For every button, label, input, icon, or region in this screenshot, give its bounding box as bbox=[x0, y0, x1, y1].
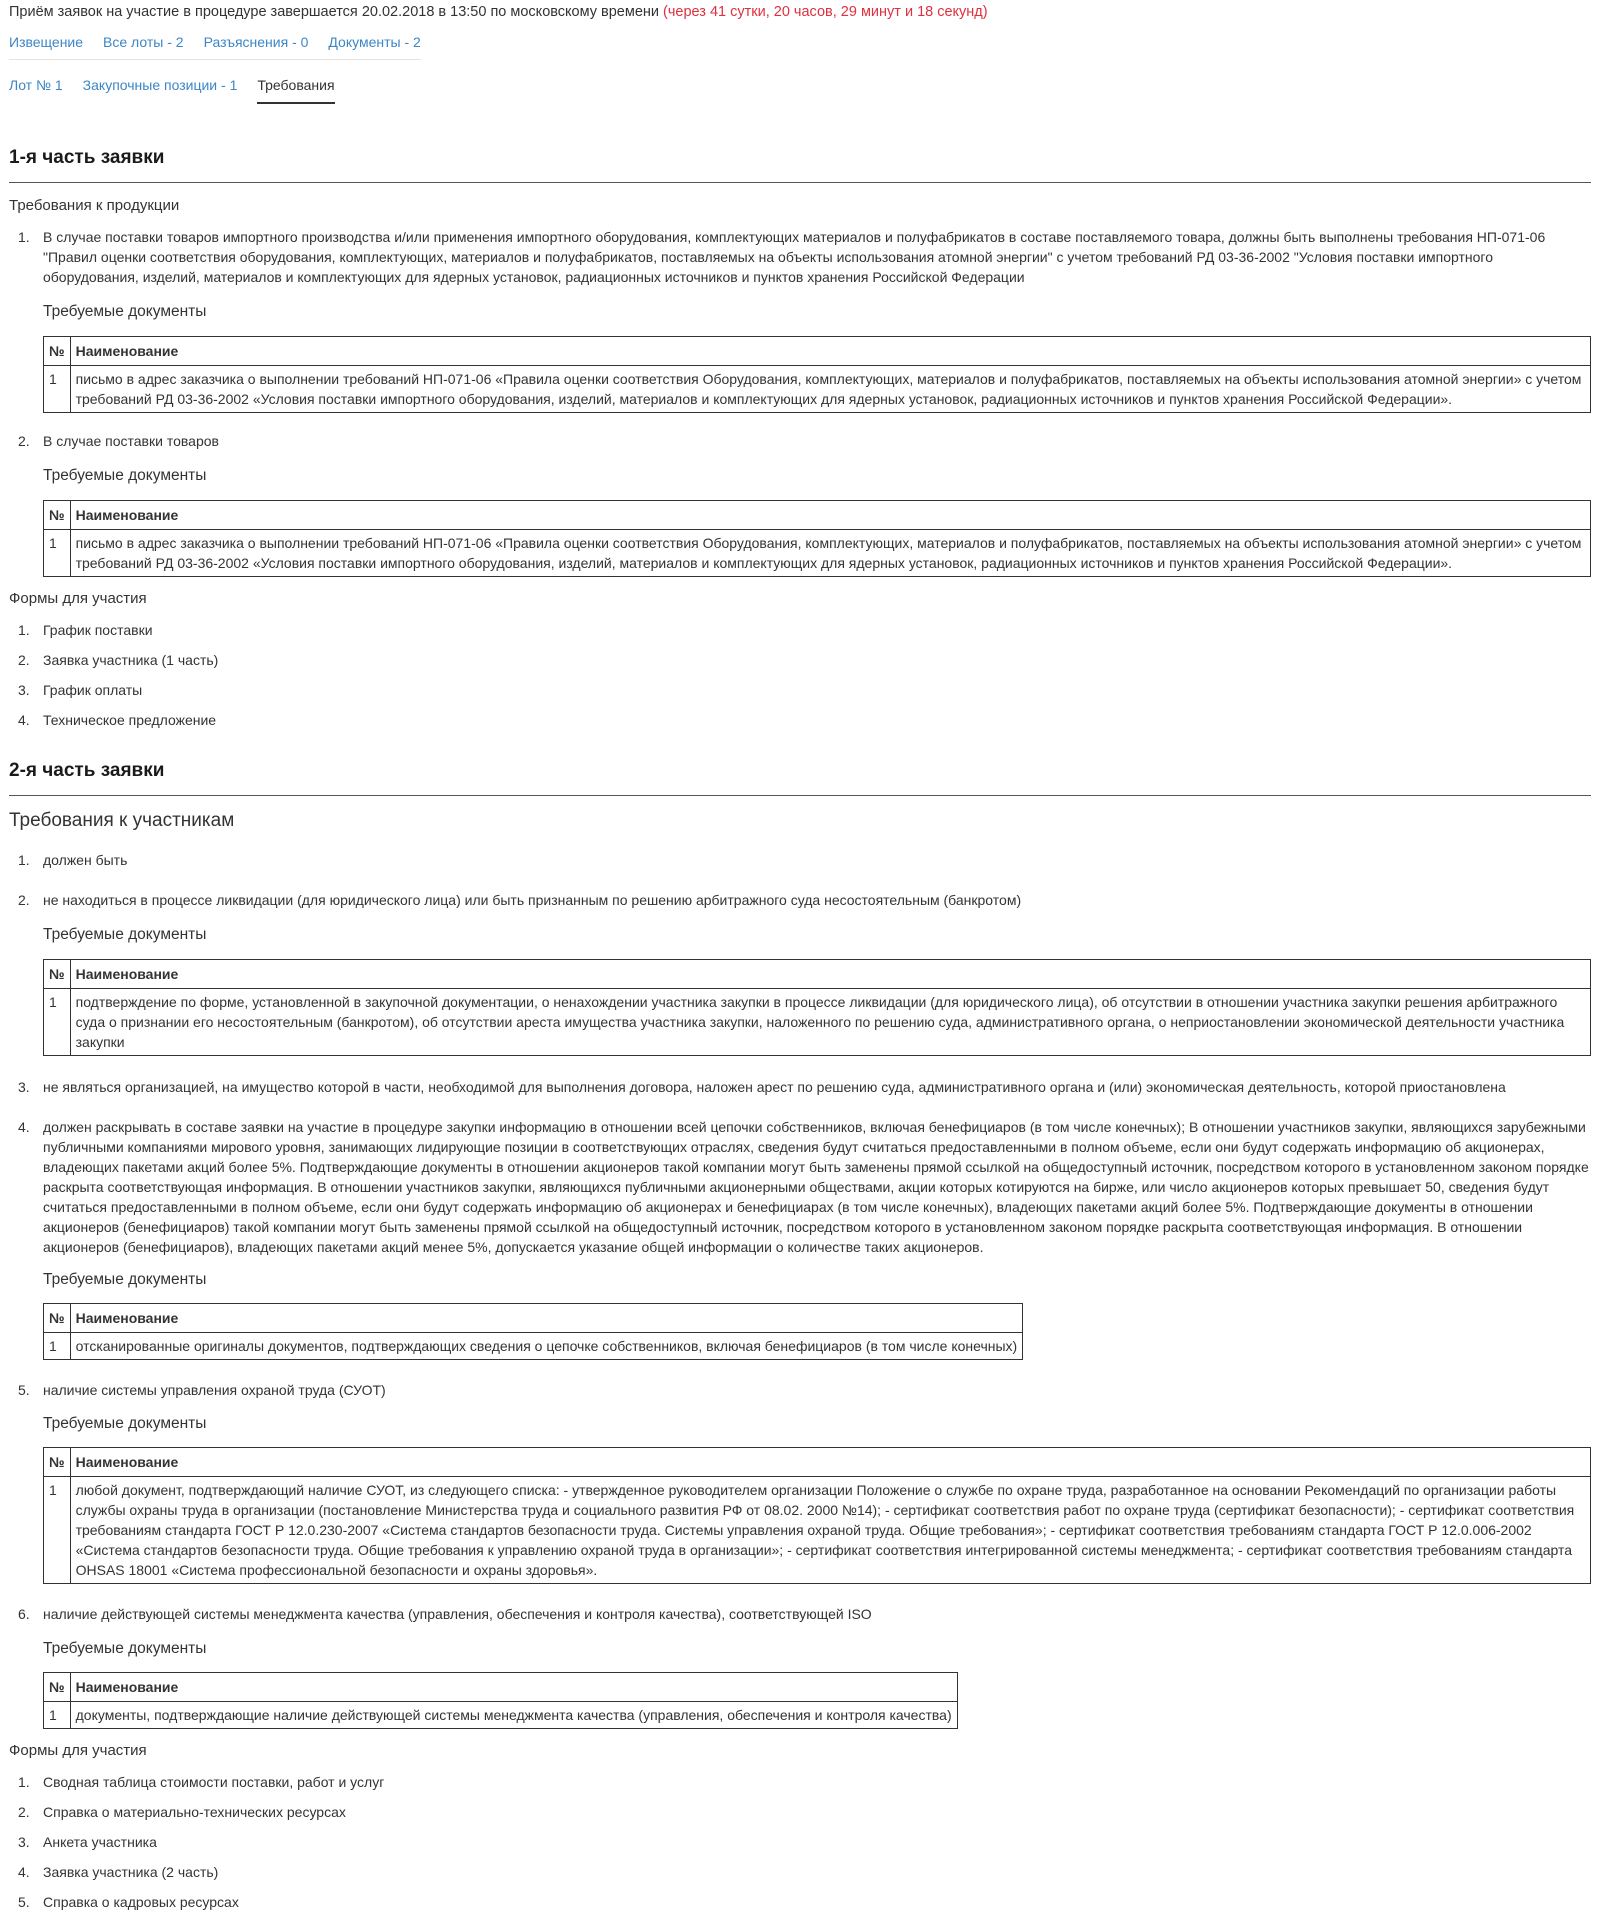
doc-number: 1 bbox=[44, 1477, 71, 1584]
col-header-name: Наименование bbox=[70, 960, 1590, 989]
deadline-notice bbox=[9, 4, 988, 20]
item-number: 4. bbox=[18, 1119, 30, 1135]
form-link[interactable] bbox=[18, 682, 142, 698]
part2-requirement-6 bbox=[18, 1604, 1590, 1624]
table-row bbox=[44, 1702, 958, 1729]
part2-requirement-4 bbox=[18, 1117, 1590, 1257]
required-docs-table bbox=[43, 336, 1591, 413]
part1-title: 1-я часть заявки bbox=[9, 147, 1591, 183]
item-text: должен быть bbox=[43, 852, 128, 868]
required-docs-table bbox=[43, 1303, 1023, 1360]
required-docs-label: Требуемые документы bbox=[43, 1271, 207, 1288]
sub-tabs bbox=[9, 77, 335, 104]
form-text: График поставки bbox=[43, 622, 153, 638]
item-number: 2. bbox=[18, 433, 30, 449]
table-row bbox=[44, 1333, 1023, 1360]
form-link[interactable] bbox=[18, 712, 216, 728]
form-number: 3. bbox=[18, 682, 30, 698]
forms-title: Формы для участия bbox=[9, 590, 147, 607]
required-docs-label: Требуемые документы bbox=[43, 926, 207, 943]
form-text: Справка о кадровых ресурсах bbox=[43, 1894, 239, 1910]
col-header-name: Наименование bbox=[70, 337, 1590, 366]
required-docs-table bbox=[43, 959, 1591, 1056]
form-text: Справка о материально-технических ресурсах bbox=[43, 1804, 346, 1820]
item-text: не являться организацией, на имущество которой в части, необходимой для выполнения договора, наложен арест по решению суда, административного органа и (или) экономическая деятельность, которой приостановлена bbox=[43, 1079, 1506, 1095]
doc-name: подтверждение по форме, установленной в закупочной документации, о ненахождении участника закупки в процессе ликвидации (для юридического лица), об отсутствии в отношении участника закупки решения арбитражного суда о признании его несостоятельным (банкротом), об отсутствии ареста имущества участника закупки, наложенного по решению суда, административного органа, о неприостановлении экономической деятельности участника закупки bbox=[70, 989, 1590, 1056]
required-docs-label: Требуемые документы bbox=[43, 303, 207, 320]
tab-notice[interactable]: Извещение bbox=[9, 34, 84, 50]
part1-requirement-1 bbox=[18, 227, 1590, 287]
doc-name: отсканированные оригиналы документов, подтверждающих сведения о цепочке собственников, включая бенефициаров (в том числе конечных) bbox=[70, 1333, 1023, 1360]
required-docs-label: Требуемые документы bbox=[43, 1415, 207, 1432]
item-number: 2. bbox=[18, 892, 30, 908]
required-docs-label: Требуемые документы bbox=[43, 467, 207, 484]
form-number: 2. bbox=[18, 652, 30, 668]
item-number: 1. bbox=[18, 852, 30, 868]
col-header-name: Наименование bbox=[70, 1673, 957, 1702]
deadline-text: Приём заявок на участие в процедуре завершается 20.02.2018 в 13:50 по московскому времени bbox=[9, 4, 660, 20]
doc-name: документы, подтверждающие наличие действующей системы менеджмента качества (управления, обеспечения и контроля качества) bbox=[70, 1702, 957, 1729]
table-row bbox=[44, 1477, 1591, 1584]
part2-requirement-2 bbox=[18, 890, 1590, 910]
item-number: 1. bbox=[18, 229, 30, 245]
col-header-name: Наименование bbox=[70, 501, 1590, 530]
form-number: 4. bbox=[18, 1864, 30, 1880]
item-text: наличие системы управления охраной труда (СУОТ) bbox=[43, 1382, 386, 1398]
item-text: не находиться в процессе ликвидации (для юридического лица) или быть признанным по решению арбитражного суда несостоятельным (банкротом) bbox=[43, 892, 1022, 908]
tab-all-lots[interactable]: Все лоты - 2 bbox=[103, 34, 184, 50]
doc-name: письмо в адрес заказчика о выполнении требований НП-071-06 «Правила оценки соответствия Оборудования, комплектующих, материалов и полуфабрикатов, поставляемых на объекты использования атомной энергии» с учетом требований РД 03-36-2002 «Условия поставки импортного оборудования, изделий, материалов и комплектующих для ядерных установок, радиационных источников и пунктов хранения Российской Федерации». bbox=[70, 530, 1590, 577]
form-number: 4. bbox=[18, 712, 30, 728]
item-number: 5. bbox=[18, 1382, 30, 1398]
form-text: Анкета участника bbox=[43, 1834, 157, 1850]
col-header-no: № bbox=[44, 1304, 71, 1333]
col-header-no: № bbox=[44, 337, 71, 366]
form-link[interactable] bbox=[18, 1864, 218, 1880]
part2-requirement-1 bbox=[18, 850, 1590, 870]
tab-requirements[interactable]: Требования bbox=[257, 77, 334, 104]
part1-requirement-2 bbox=[18, 431, 1590, 451]
form-text: Сводная таблица стоимости поставки, работ и услуг bbox=[43, 1774, 385, 1790]
doc-name: любой документ, подтверждающий наличие СУОТ, из следующего списка: - утвержденное руководителем организации Положение о службе по охране труда, разработанное на основании Рекомендаций по организации работы службы охраны труда в организации (постановление Министерства труда и социального развития РФ от 08.02. 2000 №14); - сертификат соответствия работ по охране труда (сертификат безопасности); - сертификат соответствия требованиям стандарта ГОСТ Р 12.0.230-2007 «Система стандартов безопасности труда. Системы управления охраной труда. Общие требования»; - сертификат соответствия требованиям стандарта ГОСТ Р 12.0.006-2002 «Система стандартов безопасности труда. Общие требования к управлению охраной труда в организации»; - сертификат соответствия интегрированной системы менеджмента; - сертификат соответствия требованиям стандарта OHSAS 18001 «Система профессиональной безопасности и охраны здоровья». bbox=[70, 1477, 1590, 1584]
form-number: 2. bbox=[18, 1804, 30, 1820]
table-row bbox=[44, 989, 1591, 1056]
doc-number: 1 bbox=[44, 1702, 71, 1729]
required-docs-label: Требуемые документы bbox=[43, 1640, 207, 1657]
item-number: 6. bbox=[18, 1606, 30, 1622]
item-number: 3. bbox=[18, 1079, 30, 1095]
form-number: 3. bbox=[18, 1834, 30, 1850]
part2-title: 2-я часть заявки bbox=[9, 760, 1591, 796]
part2-requirement-5 bbox=[18, 1380, 1590, 1400]
item-text: наличие действующей системы менеджмента качества (управления, обеспечения и контроля качества), соответствующей ISO bbox=[43, 1606, 872, 1622]
form-number: 5. bbox=[18, 1894, 30, 1910]
doc-number: 1 bbox=[44, 1333, 71, 1360]
top-tabs bbox=[9, 34, 421, 60]
form-link[interactable] bbox=[18, 1834, 157, 1850]
col-header-no: № bbox=[44, 1673, 71, 1702]
form-number: 1. bbox=[18, 622, 30, 638]
required-docs-table bbox=[43, 1672, 958, 1729]
form-text: График оплаты bbox=[43, 682, 143, 698]
col-header-no: № bbox=[44, 501, 71, 530]
col-header-name: Наименование bbox=[70, 1448, 1590, 1477]
form-link[interactable] bbox=[18, 652, 218, 668]
doc-number: 1 bbox=[44, 530, 71, 577]
required-docs-table bbox=[43, 1447, 1591, 1584]
form-link[interactable] bbox=[18, 1804, 346, 1820]
col-header-no: № bbox=[44, 1448, 71, 1477]
participants-requirements-title: Требования к участникам bbox=[9, 810, 235, 831]
tab-clarifications[interactable]: Разъяснения - 0 bbox=[203, 34, 309, 50]
tab-documents[interactable]: Документы - 2 bbox=[328, 34, 421, 50]
deadline-countdown: (через 41 сутки, 20 часов, 29 минут и 18 секунд) bbox=[663, 4, 988, 20]
item-text: должен раскрывать в составе заявки на участие в процедуре закупки информацию в отношении всей цепочки собственников, включая бенефициаров (в том числе конечных); В отношении участников закупки, являющихся зарубежными публичными компаниями мирового уровня, занимающих лидирующие позиции в соответствующих отраслях, сведения будут считаться предоставленными в полном объеме, если они будут содержать информацию об акционерах, владеющих пакетами акций более 5%. Подтверждающие документы в отношении акционеров такой компании могут быть заменены прямой ссылкой на общедоступный источник, посредством которого в установленном законом порядке раскрыта соответствующая информация. В отношении участников закупки, являющихся публичными акционерными обществами, акции которых котируются на бирже, или число акционеров которых превышает 50, сведения будут считаться предоставленными в полном объеме, если они будут содержать информацию об акционерах и бенефициарах (в том числе конечных), владеющих пакетами акций более 5%. Подтверждающие документы в отношении акционеров (бенефициаров) такой компании могут быть заменены прямой ссылкой на общедоступный источник, посредством которого в установленном законом порядке раскрыта соответствующая информация. В отношении акционеров (бенефициаров), владеющих пакетами акций менее 5%, допускается указание общей информации о количестве таких акционеров. bbox=[43, 1119, 1589, 1255]
form-number: 1. bbox=[18, 1774, 30, 1790]
tab-lot-1[interactable]: Лот № 1 bbox=[9, 77, 63, 93]
form-link[interactable] bbox=[18, 1894, 239, 1910]
table-row bbox=[44, 530, 1591, 577]
part2-requirement-3 bbox=[18, 1077, 1590, 1097]
form-link[interactable] bbox=[18, 1774, 384, 1790]
form-link[interactable] bbox=[18, 622, 153, 638]
col-header-no: № bbox=[44, 960, 71, 989]
doc-number: 1 bbox=[44, 989, 71, 1056]
item-text: В случае поставки товаров импортного производства и/или применения импортного оборудования, комплектующих материалов и полуфабрикатов в составе поставляемого товара, должны быть выполнены требования НП-071-06 "Правил оценки соответствия оборудования, комплектующих, материалов и полуфабрикатов, поставляемых на объекты использования атомной энергии" с учетом требований РД 03-36-2002 "Условия поставки импортного оборудования, изделий, материалов и комплектующих для ядерных установок, радиационных источников и пунктов хранения Российской Федерации bbox=[43, 229, 1546, 285]
form-text: Техническое предложение bbox=[43, 712, 217, 728]
form-text: Заявка участника (2 часть) bbox=[43, 1864, 219, 1880]
doc-number: 1 bbox=[44, 366, 71, 413]
item-text: В случае поставки товаров bbox=[43, 433, 219, 449]
doc-name: письмо в адрес заказчика о выполнении требований НП-071-06 «Правила оценки соответствия Оборудования, комплектующих, материалов и полуфабрикатов, поставляемых на объекты использования атомной энергии» с учетом требований РД 03-36-2002 «Условия поставки импортного оборудования, изделий, материалов и комплектующих для ядерных установок, радиационных источников и пунктов хранения Российской Федерации». bbox=[70, 366, 1590, 413]
table-row bbox=[44, 366, 1591, 413]
required-docs-table bbox=[43, 500, 1591, 577]
forms-title: Формы для участия bbox=[9, 1742, 147, 1759]
form-text: Заявка участника (1 часть) bbox=[43, 652, 219, 668]
tab-purchase-positions[interactable]: Закупочные позиции - 1 bbox=[82, 77, 238, 93]
product-requirements-title: Требования к продукции bbox=[9, 197, 180, 214]
col-header-name: Наименование bbox=[70, 1304, 1023, 1333]
